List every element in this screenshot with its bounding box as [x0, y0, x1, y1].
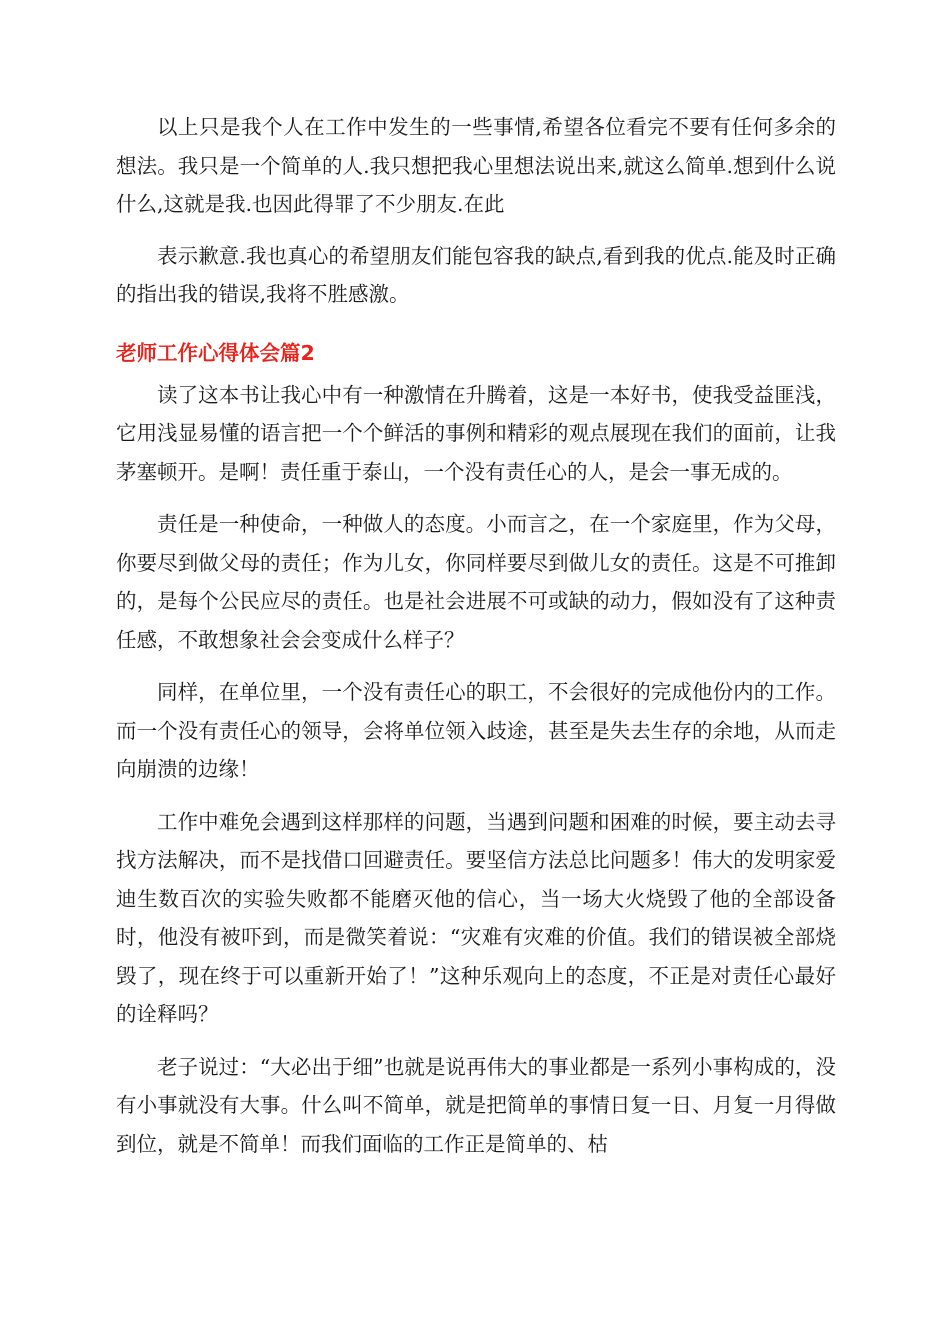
paragraph-body-4: 工作中难免会遇到这样那样的问题，当遇到问题和困难的时候，要主动去寻找方法解决，而不是找借口回避责任。要坚信方法总比问题多！伟大的发明家爱迪生数百次的实验失败都不能磨灭他的信心，当一场大火烧毁了他的全部设备时，他没有被吓到，而是微笑着说：“灾难有灾难的价值。我们的错误被全部烧毁了，现在终于可以重新开始了！”这种乐观向上的态度，不正是对责任心最好的诠释吗？	[116, 809, 836, 1026]
paragraph-body-1: 读了这本书让我心中有一种激情在升腾着，这是一本好书，使我受益匪浅，它用浅显易懂的语言把一个个鲜活的事例和精彩的观点展现在我们的面前，让我茅塞顿开。是啊！责任重于泰山，一个没有责任心的人，是会一事无成的。	[116, 382, 836, 484]
paragraph-intro-2: 表示歉意.我也真心的希望朋友们能包容我的缺点,看到我的优点.能及时正确的指出我的错误,我将不胜感激。	[116, 243, 836, 306]
section-heading: 老师工作心得体会篇2	[116, 340, 315, 365]
document-body	[116, 108, 836, 1163]
paragraph-body-3: 同样，在单位里，一个没有责任心的职工，不会很好的完成他份内的工作。而一个没有责任心的领导，会将单位领入歧途，甚至是失去生存的余地，从而走向崩溃的边缘！	[116, 680, 836, 781]
paragraph-intro-1: 以上只是我个人在工作中发生的一些事情,希望各位看完不要有任何多余的想法。我只是一个简单的人.我只想把我心里想法说出来,就这么简单.想到什么说什么,这就是我.也因此得罪了不少朋友.在此	[116, 115, 836, 216]
paragraph-body-2: 责任是一种使命，一种做人的态度。小而言之，在一个家庭里，作为父母，你要尽到做父母的责任；作为儿女，你同样要尽到做儿女的责任。这是不可推卸的，是每个公民应尽的责任。也是社会进展不可或缺的动力，假如没有了这种责任感，不敢想象社会会变成什么样子？	[116, 512, 836, 652]
paragraph-body-5: 老子说过：“大必出于细”也就是说再伟大的事业都是一系列小事构成的，没有小事就没有大事。什么叫不简单，就是把简单的事情日复一日、月复一月得做到位，就是不简单！而我们面临的工作正是简单的、枯	[116, 1054, 836, 1156]
